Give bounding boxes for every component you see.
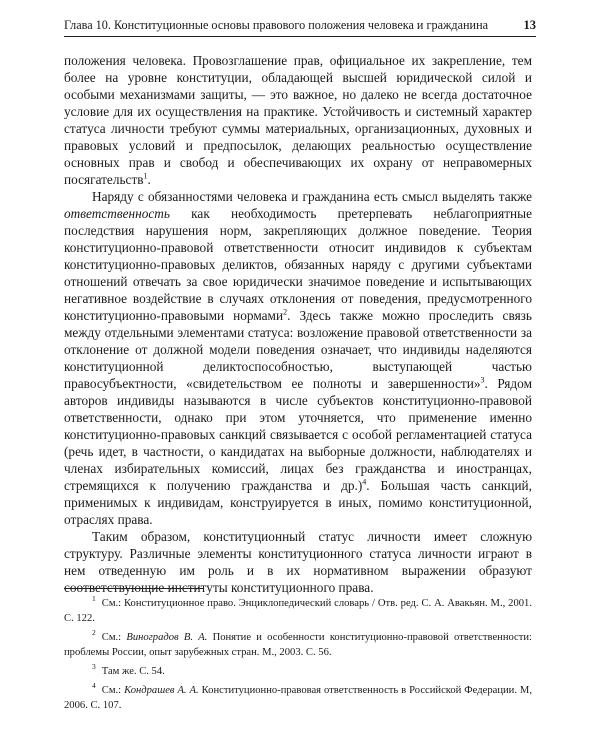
- footnote-divider: [64, 588, 204, 589]
- paragraph-3: [64, 528, 532, 596]
- footnote-prefix: См.:: [101, 632, 127, 643]
- footnote-mark: 3: [92, 662, 96, 672]
- footnote-author: Кондрашев А. А.: [124, 685, 199, 696]
- footnote-text: Понятие и особенности конституционно-правовой ответственности: проблемы России, опыт зарубежных стран. М., 2003. С. 56.: [64, 632, 532, 658]
- footnote-ref-2: 2: [283, 307, 288, 317]
- footnote-1: [64, 596, 532, 626]
- footnote-ref-3: 3: [480, 375, 485, 385]
- footnote-3: [64, 664, 532, 679]
- footnote-text: Конституционно-правовая ответственность в Российской Федерации. М, 2006. С. 107.: [64, 685, 532, 711]
- footnote-4: [64, 683, 532, 713]
- footnote-ref-1: 1: [143, 171, 148, 181]
- footnote-mark: 2: [92, 628, 96, 638]
- footnote-text: Там же. С. 54.: [101, 666, 165, 677]
- paragraph-2-text-c: . Здесь также можно проследить связь между отдельными элементами статуса: возложение правовой ответственности за отклонение от должной модели поведения означает, что индивиды наделяются конституционной деликтоспособностью, выступающей частью правосубъектности, «свидетельством ее полноты и завершенности»: [64, 308, 532, 391]
- main-text: [64, 52, 532, 596]
- paragraph-3-text: Таким образом, конституционный статус личности имеет сложную структуру. Различные элементы конституционного статуса личности играют в нем отведенную им роль и в их нормативном выражении образуют соответствующие институты конституционного права.: [64, 529, 532, 595]
- paragraph-1: положения человека. Провозглашение прав, официальное их закрепление, тем более на уровне конституции, обладающей высшей юридической силой и особыми механизмами защиты, — это важное, но далеко не всегда достаточное условие для их осуществления на практике. Устойчивость и системный характер статуса личности требуют суммы материальных, организационных, духовных и правовых условий и предпосылок, делающих реальностью осуществление основных прав и свобод и обеспечивающих их охрану от неправомерных посягательств$^1$.: [64, 53, 532, 187]
- footnote-prefix: См.:: [101, 685, 125, 696]
- paragraph-2-text-d: . Рядом авторов индивиды называются в числе субъектов конституционно-правовой ответственности, однако при этом уточняется, что применение именно конституционно-правовых санкций связывается с особой регламентацией статуса (речь идет, в частности, о кандидатах на выборные должности, наблюдателях и членах избирательных комиссий, лицах без гражданства и иностранцах, стремящихся к получению гражданства и др.): [64, 376, 532, 493]
- paragraph-2: [64, 188, 532, 528]
- paragraph-1-text: положения человека. Провозглашение прав, официальное их закрепление, тем более на уровне конституции, обладающей высшей юридической силой и особыми механизмами защиты, — это важное, но далеко не всегда достаточное условие для их осуществления на практике. Устойчивость и системный характер статуса личности требуют суммы материальных, организационных, духовных и правовых условий и предпосылок, делающих реальностью осуществление основных прав и свобод и обеспечивающих их охрану от неправомерных посягательств: [64, 53, 532, 187]
- paragraph-2-text-e: . Большая часть санкций, применимых к индивидам, конструируется в иных, помимо конституционной, отраслях права.: [64, 478, 532, 527]
- footnotes: [64, 596, 532, 717]
- paragraph-2-text-b: как необходимость претерпевать неблагоприятные последствия нарушения норм, закрепляющих должное поведение. Теория конституционно-правовой ответственности относит индивидов к субъектам конституционно-правовых деликтов, обязанных наряду с другими субъектами отношений отвечать за свое юридически значимое поведение и испытывающих негативное воздействие в случаях отклонения от поведения, предусмотренного конституционно-правовыми нормами: [64, 206, 532, 323]
- page-number: 13: [523, 18, 536, 32]
- footnote-text: См.: Конституционное право. Энциклопедический словарь / Отв. ред. С. А. Авакьян. М., 2001. С. 122.: [64, 598, 532, 624]
- footnote-author: Виноградов В. А.: [126, 632, 208, 643]
- footnote-mark: 1: [92, 594, 96, 604]
- running-header: [64, 16, 536, 37]
- emphasis-term: ответственность: [64, 206, 170, 221]
- paragraph-2-text-a: Наряду с обязанностями человека и гражданина есть смысл выделять также: [92, 189, 532, 204]
- footnote-ref-4: 4: [362, 477, 367, 487]
- chapter-title: Глава 10. Конституционные основы правового положения человека и гражданина: [64, 18, 489, 32]
- footnote-mark: 4: [92, 681, 96, 691]
- footnote-2: [64, 630, 532, 660]
